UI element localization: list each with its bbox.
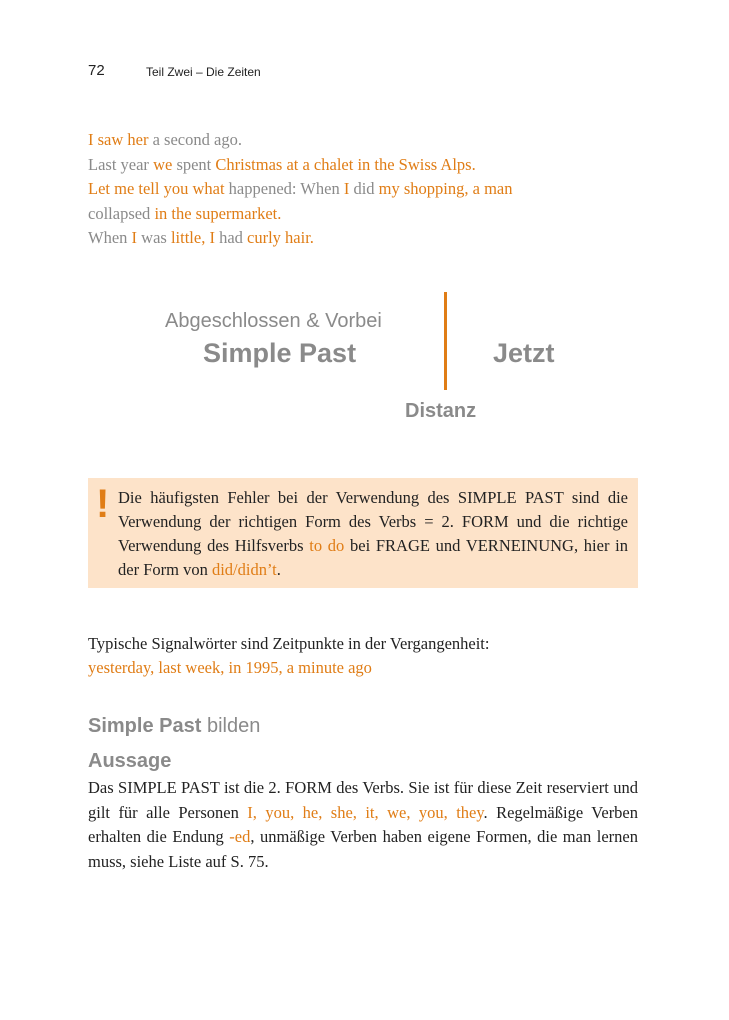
running-title: Teil Zwei – Die Zeiten [146,65,261,79]
example-segment: little, I [170,228,215,247]
page-number: 72 [88,62,105,79]
note-text [118,486,628,582]
example-segment: my shopping, a man [378,179,513,198]
example-segment: curly hair. [247,228,314,247]
note-segment: bei FRAGE und VERNEINUNG, hier in der Form von [118,536,628,579]
diagram-label-simple-past: Simple Past [203,338,357,368]
example-segment: Let me tell you what [88,179,225,198]
example-segment: her [127,130,149,149]
body-segment: , unmäßige Verben haben eigene Formen, die man lernen muss, siehe Liste auf S. 75. [88,827,638,871]
example-sentences [88,128,648,251]
example-segment: spent [172,154,216,174]
body-segment: . Regelmäßige Verben erhalten die Endung [88,802,639,846]
example-line [88,177,648,202]
example-segment: did [349,179,379,198]
section-heading-bold: Simple Past [88,715,202,737]
diagram-label-now: Jetzt [493,338,555,368]
example-line [88,226,648,251]
section-body [88,776,638,874]
example-segment: I [343,179,350,198]
note-segment: Die häufigsten Fehler bei der Verwendung des SIMPLE PAST sind die Verwendung der richtigen Form des Verbs = 2. FORM und die richtige Verwendung des Hilfsverbs [118,488,628,555]
example-segment: in the supermarket. [154,203,282,223]
example-line [88,153,648,178]
exclamation-icon: ! [96,482,110,526]
example-segment: collapsed [88,203,155,223]
body-paragraph [88,776,638,874]
example-line [88,128,648,153]
signal-intro: Typische Signalwörter sind Zeitpunkte in der Vergangenheit: [88,634,490,653]
note-highlight: did/didn’t [211,560,277,579]
example-segment: was [137,228,171,247]
example-segment: happened: When [224,179,344,198]
example-line [88,202,648,227]
example-segment: Christmas at a chalet in the Swiss Alps. [215,154,476,174]
example-segment: I saw [88,130,128,149]
example-segment: a second ago. [148,130,242,149]
note-highlight: to do [309,536,345,555]
signal-words-block [88,632,648,680]
diagram-divider-line [444,292,447,390]
section-subheading: Aussage [88,750,172,772]
body-segment: Das SIMPLE PAST ist die 2. FORM des Verbs. Sie ist für diese Zeit reserviert und gilt für alle Personen [88,778,638,822]
example-segment: we [153,154,173,174]
section-heading-rest: bilden [201,715,261,737]
example-segment: Last year [88,154,154,174]
body-highlight: -ed [229,827,251,846]
example-segment: had [214,228,248,247]
example-segment: When [88,228,132,247]
warning-note-box [88,478,638,588]
note-segment: . [276,560,281,579]
timeline-diagram [0,290,729,430]
diagram-label-distance: Distanz [405,400,477,422]
example-segment: I [131,228,138,247]
body-highlight: I, you, he, she, it, we, you, they [247,802,484,822]
section-heading [88,715,260,738]
signal-words: yesterday, last week, in 1995, a minute ago [88,658,372,677]
diagram-label-completed: Abgeschlossen & Vorbei [165,310,382,332]
